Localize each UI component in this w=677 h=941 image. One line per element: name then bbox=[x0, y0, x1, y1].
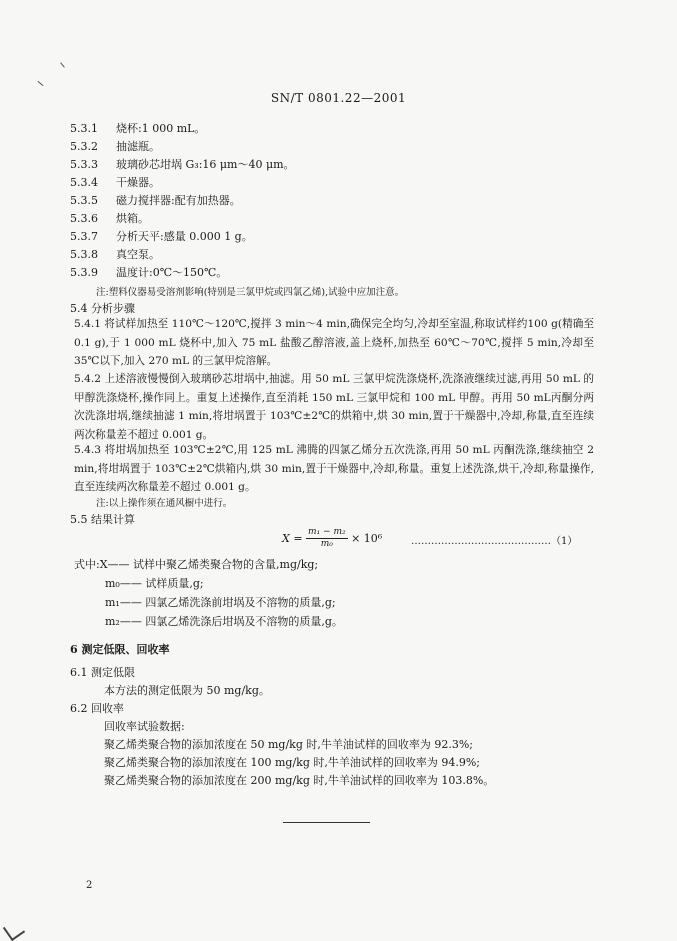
paragraph: 聚乙烯类聚合物的添加浓度在 200 mg/kg 时,牛羊油试样的回收率为 103.8%。 bbox=[104, 774, 495, 787]
end-rule bbox=[283, 822, 370, 823]
formula-denominator: m₀ bbox=[320, 539, 333, 549]
formula-rhs: × 10⁶ bbox=[351, 532, 383, 545]
subsection-heading: 6.2 回收率 bbox=[70, 702, 124, 715]
section-heading: 6 测定低限、回收率 bbox=[70, 643, 170, 656]
scan-mark bbox=[60, 62, 65, 67]
where-line: m₂—— 四氯乙烯洗涤后坩埚及不溶物的质量,g。 bbox=[105, 615, 343, 628]
section-heading: 5.4 分析步骤 bbox=[70, 302, 135, 315]
formula-lhs: X = bbox=[282, 532, 303, 545]
list-item: 5.3.3 玻璃砂芯坩埚 G₃:16 μm～40 μm。 bbox=[70, 158, 295, 171]
page-number: 2 bbox=[86, 880, 93, 891]
paragraph: 聚乙烯类聚合物的添加浓度在 50 mg/kg 时,牛羊油试样的回收率为 92.3%; bbox=[104, 738, 474, 751]
formula bbox=[282, 527, 382, 550]
list-item: 5.3.6 烘箱。 bbox=[70, 212, 149, 225]
scan-mark bbox=[3, 919, 25, 941]
section-heading: 5.5 结果计算 bbox=[70, 513, 135, 526]
list-item: 5.3.5 磁力搅拌器:配有加热器。 bbox=[70, 194, 241, 207]
where-line: m₀—— 试样质量,g; bbox=[105, 577, 204, 590]
subsection-heading: 6.1 测定低限 bbox=[70, 666, 135, 679]
list-item: 5.3.2 抽滤瓶。 bbox=[70, 140, 160, 153]
list-item: 5.3.4 干燥器。 bbox=[70, 176, 160, 189]
where-line: 式中:X—— 试样中聚乙烯类聚合物的含量,mg/kg; bbox=[74, 558, 319, 571]
formula-fraction bbox=[306, 527, 348, 550]
note: 注:塑料仪器易受溶剂影响(特别是三氯甲烷或四氯乙烯),试验中应加注意。 bbox=[96, 287, 405, 298]
where-line: m₁—— 四氯乙烯洗涤前坩埚及不溶物的质量,g; bbox=[105, 596, 336, 609]
page-header: SN/T 0801.22—2001 bbox=[270, 91, 407, 105]
paragraph-5-4-2: 5.4.2 上述溶液慢慢倒入玻璃砂芯坩埚中,抽滤。用 50 mL 三氯甲烷洗涤烧杯,洗涤液继续过滤,再用 50 mL 的甲醇洗涤烧杯,操作同上。重复上述操作,直至消耗 150 mL 三氯甲烷和 100 mL 甲醇。再用 50 mL丙酮分两次洗涤坩埚,继续抽滤 1 min,将坩埚置于 103℃±2℃的烘箱中,烘 30 min,置于干燥器中,冷却,称量,直至连续两次称量差不超过 0.001 g。 bbox=[74, 373, 594, 441]
scan-mark bbox=[37, 81, 43, 86]
equation-number: ……………………………………（1） bbox=[411, 536, 578, 547]
paragraph-5-4-1: 5.4.1 将试样加热至 110℃～120℃,搅拌 3 min～4 min,确保完全均匀,冷却至室温,称取试样约100 g(精确至 0.1 g),于 1 000 mL 烧杯中,加入 75 mL 盐酸乙醇溶液,盖上烧杯,加热至 60℃～70℃,搅拌 5 min,冷却至 35℃以下,加入 270 mL 的三氯甲烷溶解。 bbox=[74, 318, 594, 367]
paragraph: 聚乙烯类聚合物的添加浓度在 100 mg/kg 时,牛羊油试样的回收率为 94.9%; bbox=[104, 756, 481, 769]
paragraph: 回收率试验数据: bbox=[104, 720, 185, 733]
list-item: 5.3.8 真空泵。 bbox=[70, 248, 160, 261]
list-item: 5.3.1 烧杯:1 000 mL。 bbox=[70, 122, 206, 135]
paragraph: 本方法的测定低限为 50 mg/kg。 bbox=[104, 684, 270, 697]
list-item: 5.3.9 温度计:0℃～150℃。 bbox=[70, 266, 228, 279]
paragraph-5-4-3: 5.4.3 将坩埚加热至 103℃±2℃,用 125 mL 沸腾的四氯乙烯分五次洗涤,再用 50 mL 丙酮洗涤,继续抽空 2 min,将坩埚置于 103℃±2℃烘箱内,烘 30 min,置于干燥器中,冷却,称量。重复上述洗涤,烘干,冷却,称量操作,直至连续两次称量差不超过 0.001 g。 bbox=[74, 444, 594, 493]
list-item: 5.3.7 分析天平:感量 0.000 1 g。 bbox=[70, 230, 253, 243]
formula-numerator: m₁ − m₂ bbox=[308, 527, 346, 537]
note: 注:以上操作须在通风橱中进行。 bbox=[96, 498, 233, 509]
